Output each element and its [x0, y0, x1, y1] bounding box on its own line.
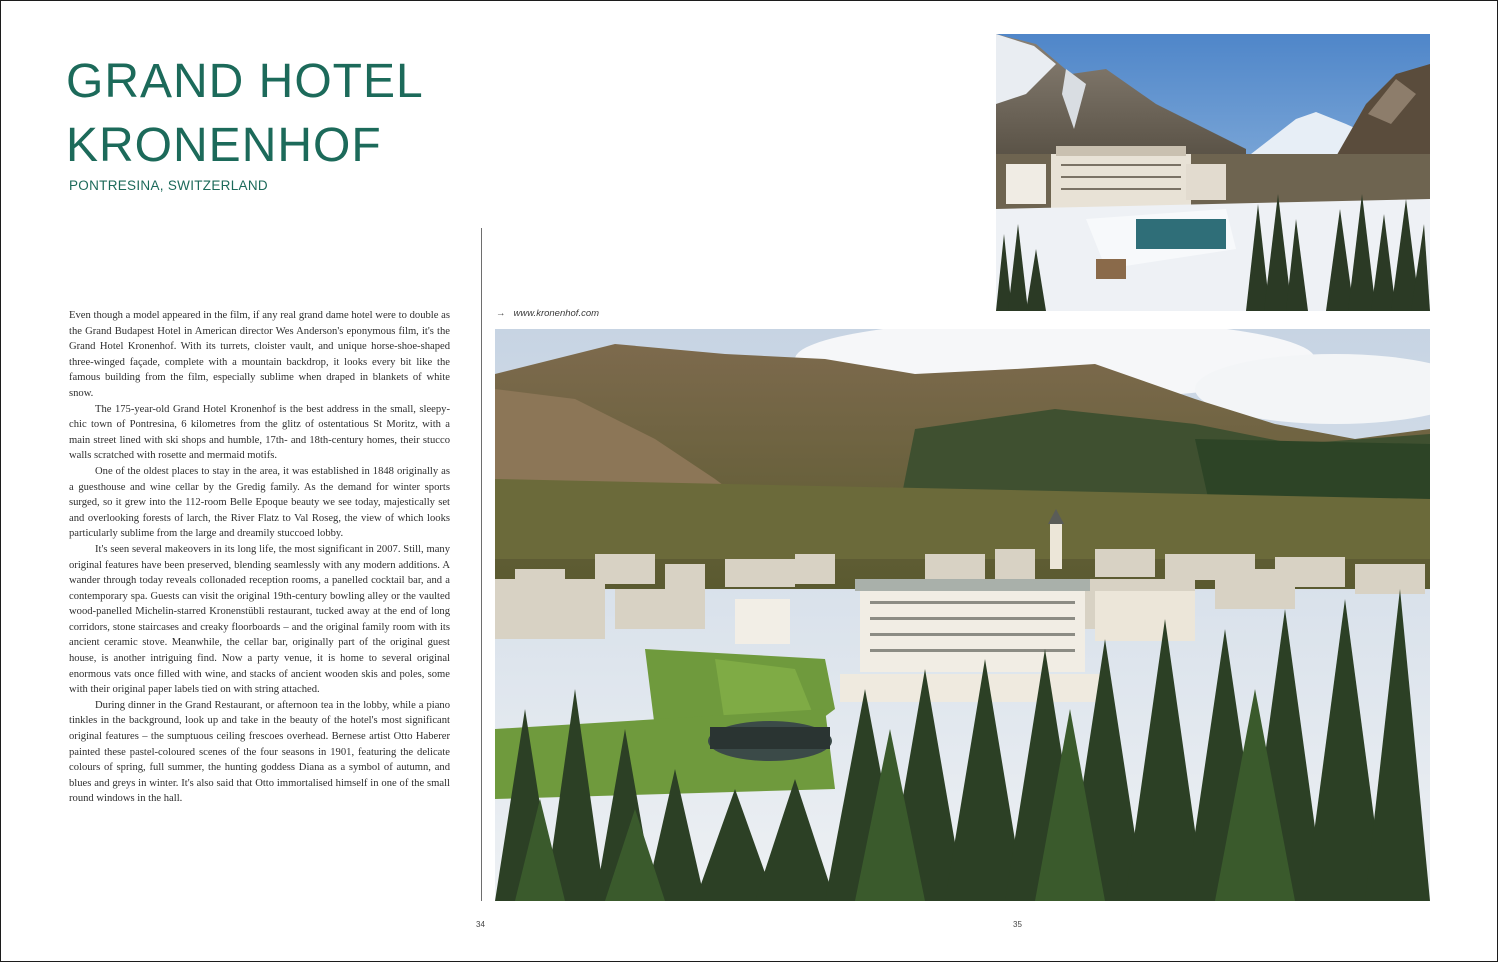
- page-number-left: 34: [476, 920, 485, 929]
- paragraph-4: It's seen several makeovers in its long life, the most significant in 2007. Still, many original features have been preserved, blending seamlessly with any modern additions. A wander through today reveals collonaded reception rooms, a panelled cocktail bar, and a contemporary spa. Guests can visit the original 19th-century bowling alley or the vaulted wood-panelled Michelin-starred Kronenstübli restaurant, tucked away at the end of long corridors, stone staircases and creaky floorboards – and the original family room with its ancient ceramic stove. Meanwhile, the cellar bar, originally part of the original guest house, is another intriguing find. Now a party venue, it is home to several original enormous vats once filled with wine, and stacks of ancient wooden skis and poles, some with their original paper labels tied on with string attached.: [69, 543, 450, 696]
- website-link[interactable]: www.kronenhof.com: [513, 308, 600, 319]
- article-title: [66, 50, 486, 178]
- arrow-icon: →: [496, 308, 506, 319]
- article-body: [69, 308, 450, 807]
- location-subtitle: PONTRESINA, SWITZERLAND: [69, 178, 268, 193]
- winter-hotel-photo: [996, 34, 1430, 311]
- page-number-right: 35: [1013, 920, 1022, 929]
- paragraph-2: The 175-year-old Grand Hotel Kronenhof is the best address in the small, sleepy-chic town of Pontresina, 6 kilometres from the glitz of ostentatious St Moritz, with a main street lined with ski shops and humble, 17th- and 18th-century homes, their stucco walls scratched with rosette and mermaid motifs.: [69, 403, 450, 462]
- column-divider: [481, 228, 482, 901]
- paragraph-5: During dinner in the Grand Restaurant, or afternoon tea in the lobby, while a piano tinkles in the background, look up and take in the beauty of the hotel's most significant original features – the sumptuous ceiling frescoes overhead. Bernese artist Otto Haberer painted these pastel-coloured scenes of the four seasons in 1901, featuring the delicate colours of spring, full summer, the hunting goddess Diana as a symbol of autumn, and blues and greys in winter. It's also said that Otto immortalised himself in one of the small round windows in the hall.: [69, 699, 450, 805]
- paragraph-3: One of the oldest places to stay in the area, it was established in 1848 originally as a guesthouse and wine cellar by the Gredig family. As the demand for winter sports surged, so it grew into the 112-room Belle Epoque beauty we see today, majestically set and overlooking forests of larch, the River Flatz to Val Roseg, the view of which looks particularly sublime from the large and dreamily stuccoed lobby.: [69, 465, 450, 540]
- title-line-1: GRAND HOTEL: [66, 55, 424, 108]
- aerial-hotel-photo: [495, 329, 1430, 901]
- paragraph-1: Even though a model appeared in the film, if any real grand dame hotel were to double as the Grand Budapest Hotel in American director Wes Anderson's eponymous film, it's the Grand Hotel Kronenhof. With its turrets, cloister vault, and unique horse-shoe-shaped three-winged façade, complete with a mountain backdrop, it looks every bit like the famous building from the film, especially sublime when draped in blankets of white snow.: [69, 310, 450, 399]
- website-caption: [496, 308, 599, 319]
- title-line-2: KRONENHOF: [66, 119, 382, 172]
